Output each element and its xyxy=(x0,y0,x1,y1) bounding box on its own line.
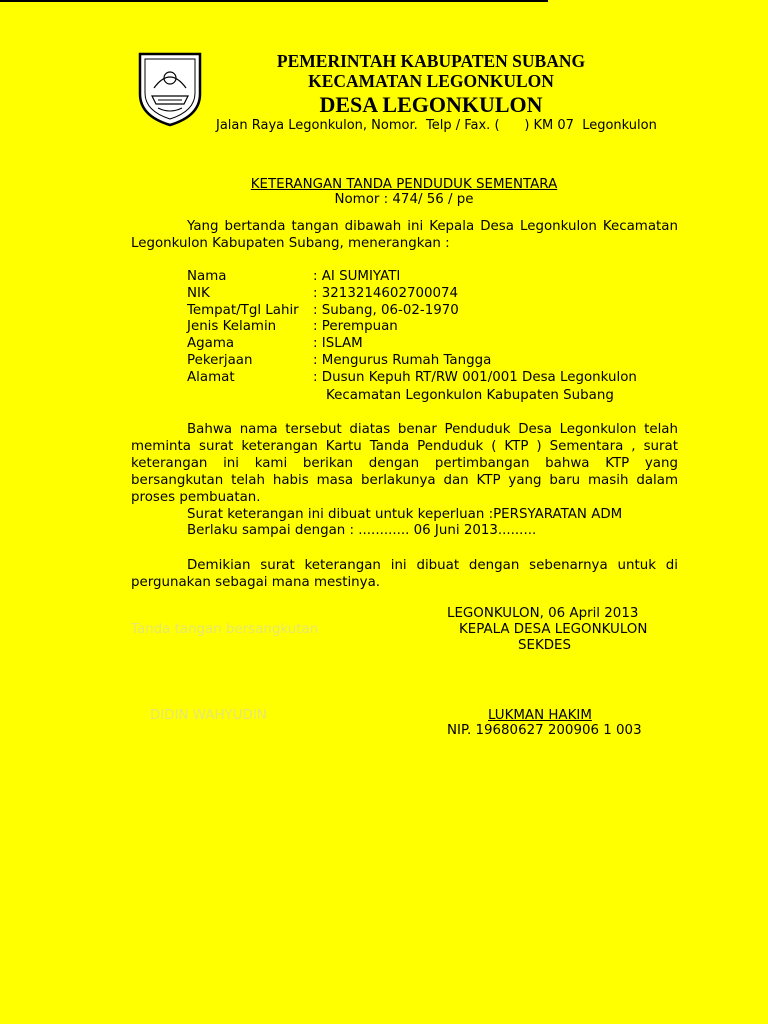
identity-label: Jenis Kelamin xyxy=(187,319,277,335)
identity-value: : Mengurus Rumah Tangga xyxy=(313,353,492,368)
identity-label: Alamat xyxy=(187,369,235,385)
identity-label: Agama xyxy=(187,336,235,352)
closing-paragraph: Demikian surat keterangan ini dibuat dengan sebenarnya untuk di pergunakan sebagai mana mestinya. xyxy=(131,558,678,590)
identity-label: Pekerjaan xyxy=(187,353,253,368)
purpose-line: Surat keterangan ini dibuat untuk keperluan :PERSYARATAN ADM xyxy=(187,507,623,522)
identity-label: NIK xyxy=(187,285,210,301)
identity-value: : ISLAM xyxy=(313,336,363,352)
statement-paragraph: Bahwa nama tersebut diatas benar Penduduk Desa Legonkulon telah meminta surat keterangan Kartu Tanda Penduduk ( KTP ) Sementara , surat keterangan ini kami berikan dengan pertimbangan bahwa KTP yang bersangkutan telah habis masa berlakunya dan KTP yang baru masih dalam proses pembuatan. xyxy=(131,422,678,505)
official-name: LUKMAN HAKIM xyxy=(488,708,592,723)
header-government-line: PEMERINTAH KABUPATEN SUBANG xyxy=(276,51,586,71)
validity-line: Berlaku sampai dengan : ............ 06 Juni 2013......... xyxy=(187,523,537,538)
intro-paragraph: Yang bertanda tangan dibawah ini Kepala Desa Legonkulon Kecamatan Legonkulon Kabupaten Subang, menerangkan : xyxy=(131,219,678,251)
identity-value: : AI SUMIYATI xyxy=(313,269,401,284)
signatory-position: KEPALA DESA LEGONKULON xyxy=(459,622,648,637)
official-nip: NIP. 19680627 200906 1 003 xyxy=(447,723,642,738)
address-continuation: Kecamatan Legonkulon Kabupaten Subang xyxy=(326,388,614,403)
place-date: LEGONKULON, 06 April 2013 xyxy=(447,606,639,621)
letter-number: Nomor : 474/ 56 / pe xyxy=(334,192,474,207)
applicant-name: DIDIN WAHYUDIN xyxy=(150,708,267,723)
header-district-line: KECAMATAN LEGONKULON xyxy=(308,71,554,91)
letter-title: KETERANGAN TANDA PENDUDUK SEMENTARA xyxy=(250,177,558,192)
applicant-signature-label: Tanda tangan bersangkutan xyxy=(131,622,319,637)
regency-emblem-logo xyxy=(134,50,206,128)
header-village-line: DESA LEGONKULON xyxy=(319,92,543,117)
identity-label: Nama xyxy=(187,269,227,284)
identity-value: : Perempuan xyxy=(313,319,398,335)
signatory-sub-position: SEKDES xyxy=(518,638,572,653)
header-divider xyxy=(0,0,548,2)
header-contact: Telp / Fax. ( ) KM 07 Legonkulon xyxy=(426,118,657,133)
identity-value: : Dusun Kepuh RT/RW 001/001 Desa Legonkulon xyxy=(313,369,637,385)
identity-value: : 3213214602700074 xyxy=(313,285,459,301)
identity-value: : Subang, 06-02-1970 xyxy=(313,302,459,318)
header-address: Jalan Raya Legonkulon, Nomor. xyxy=(216,118,418,133)
identity-label: Tempat/Tgl Lahir xyxy=(187,302,299,318)
